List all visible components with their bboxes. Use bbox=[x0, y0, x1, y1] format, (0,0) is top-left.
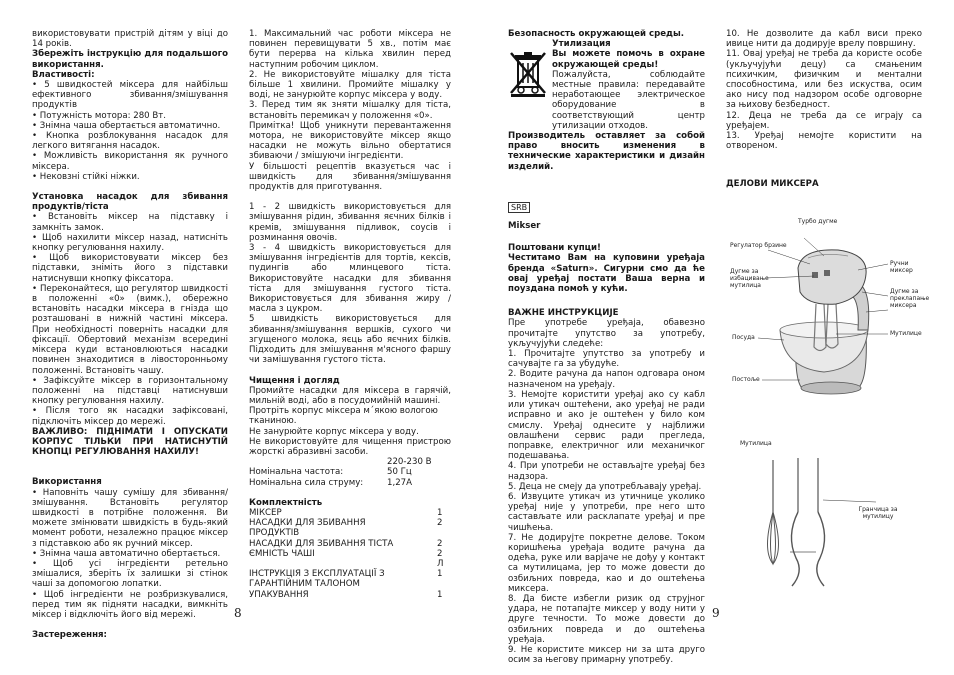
paragraph bbox=[32, 182, 228, 192]
column-1 bbox=[32, 29, 228, 640]
mixer-diagram bbox=[728, 212, 928, 432]
instruction-item: 1. Прочитајте упутство за употребу и сачувајте га за убудуће. bbox=[508, 349, 705, 370]
instruction-item: 7. Не додирујте покретне делове. Током коришћења уређаја водите рачуна да одећа, руке или варјаче не дођу у контакт са мутилицама, јер то може довести до озбиљних повреда, као и до оштећења миксера. bbox=[508, 532, 705, 594]
kit-row bbox=[249, 569, 451, 589]
paragraph: Примітка! Щоб уникнути перевантаження мотора, не використовуйте міксер якщо насадки не можуть вільно обертатися збиваючи / змішуючи інгредієнти. bbox=[249, 120, 451, 162]
language-tag: SRB bbox=[508, 202, 530, 213]
kit-row bbox=[249, 508, 451, 518]
kit-item: ІНСТРУКЦІЯ З ЕКСПЛУАТАЦІЇ З ГАРАНТІЙНИМ ТАЛОНОМ bbox=[249, 569, 385, 590]
paragraph: • Потужність мотора: 280 Вт. bbox=[32, 110, 167, 121]
spec-key: Номінальна сила струму: bbox=[249, 477, 364, 488]
kit-qty: 2 bbox=[437, 538, 443, 549]
paragraph: 1 - 2 швидкість використовується для змішування рідин, збивання яєчних білків і кремів, змішування підливок, соусів і розминання овочів. bbox=[249, 202, 451, 243]
eco-text: Пожалуйста, соблюдайте местные правила: передавайте неработающее электрическое оборудование в соответствующий центр утилизации отходов. bbox=[552, 69, 705, 131]
paragraph: • Нековзні стійкі ніжки. bbox=[32, 171, 140, 182]
paragraph: 3. Перед тим як зняти мішалку для тіста, встановіть перемикач у положення «0». bbox=[249, 100, 451, 121]
label-turbo: Турбо дугме bbox=[798, 218, 838, 225]
page-number-right: 9 bbox=[712, 606, 720, 620]
paragraph: • Зафіксуйте міксер в горизонтальному положенні на підставці натиснувши кнопку регулювання нахилу. bbox=[32, 375, 228, 407]
paragraph: • 5 швидкостей міксера для найбільш ефективного збивання/змішування продуктів bbox=[32, 80, 228, 111]
spec-value: 1,27А bbox=[387, 477, 413, 488]
kit-qty: 2 Л bbox=[437, 548, 444, 569]
spec-key: Номінальна частота: bbox=[249, 467, 344, 478]
instruction-item: 8. Да бисте избегли ризик од струјног удара, не потапајте миксер у воду нити у друге течности. То може довести до озбиљних повреда и до оштећења уређаја. bbox=[508, 593, 705, 645]
attachments-drawing bbox=[728, 440, 928, 600]
label-base: Постоље bbox=[732, 376, 760, 383]
paragraph: Чищення і догляд bbox=[249, 375, 340, 386]
paragraph: 3 - 4 швидкість використовується для змішування інгредієнтів для тортів, кексів, пудингів або млинцевого тіста. Використовуйте насадки для збивання тіста для змішування густого тіста. Використовується для збивання жиру / масла з цукром. bbox=[249, 243, 451, 315]
paragraph: • Знімна чаша автоматично обертається. bbox=[32, 548, 221, 559]
paragraph: Застереження: bbox=[32, 630, 107, 641]
instruction-item: 9. Не користите миксер ни за шта друго осим за његову примарну употребу. bbox=[508, 644, 705, 666]
spec-row bbox=[249, 478, 451, 488]
label-handle: Ручни миксер bbox=[890, 260, 913, 274]
label-speed: Регулатор брзине bbox=[730, 242, 787, 249]
attachments-diagram bbox=[728, 440, 928, 600]
column-2 bbox=[249, 29, 451, 600]
paragraph bbox=[249, 192, 451, 202]
spec-value: 50 Гц bbox=[387, 467, 412, 478]
kit-item: ЄМНІСТЬ ЧАШІ bbox=[249, 548, 315, 559]
label-bowl: Посуда bbox=[732, 334, 755, 341]
kit-row bbox=[249, 590, 451, 600]
column-3 bbox=[508, 29, 705, 665]
paragraph: використовувати пристрій дітям у віці до 14 років. bbox=[32, 29, 228, 50]
page-number-left: 8 bbox=[234, 606, 242, 620]
important-title: ВАЖНЕ ИНСТРУКЦИЈЕ bbox=[508, 308, 619, 319]
instruction-item: 6. Извуците утикач из утичнице уколико уређај није у употреби, пре него што састављате или расклапате уређај и пре чишћења. bbox=[508, 491, 705, 533]
paragraph: 1. Максимальний час роботи міксера не повинен перевищувати 5 хв., потім має бути перерва на кілька хвилин перед наступним робочим циклом. bbox=[249, 29, 451, 70]
paragraph: Збережіть інструкцію для подальшого використання. bbox=[32, 49, 228, 70]
label-tilt: Дугме за преклапање миксера bbox=[890, 288, 930, 309]
kit-item: УПАКУВАННЯ bbox=[249, 589, 309, 600]
paragraph: • Переконайтеся, що регулятор швидкості в положенні «0» (вимк.), обережно встановіть насадки міксера в гнізда що розташовані в нижній частині міксера. При необхідності поверніть насадки для фіксації. Обертовий механізм всередині міксера куди встановлюються насадки повинен знаходитися в лівосторонньому положенні. Встановіть чашу. bbox=[32, 283, 228, 376]
paragraph: Властивості: bbox=[32, 69, 95, 80]
paragraph: • Знімна чаша обертається автоматично. bbox=[32, 120, 221, 131]
instruction-item: 2. Водите рачуна да напон одговара оном назначеном на уређају. bbox=[508, 369, 705, 390]
paragraph: • Після того як насадки зафіксовані, підключіть міксер до мережі. bbox=[32, 406, 228, 427]
spec-row bbox=[249, 457, 451, 467]
specs-block bbox=[249, 457, 451, 488]
paragraph: Не використовуйте для чищення пристрою жорсткі абразивні засоби. bbox=[249, 436, 451, 457]
spec-value: 220-230 В bbox=[387, 457, 432, 468]
important-list bbox=[508, 318, 705, 665]
kit-list bbox=[249, 508, 451, 600]
instruction-item: 13. Уређај немојте користити на отвореном. bbox=[726, 131, 922, 152]
instruction-item: 10. Не дозволите да кабл виси преко ивице нити да додирује врелу површину. bbox=[726, 29, 922, 50]
paragraph: • Щоб інгредієнти не розбризкувалися, перед тим як підняти насадки, вимкніть міксер і відключіть його від мережі. bbox=[32, 589, 228, 620]
instruction-item: 3. Немојте користити уређај ако су кабл или утикач оштећени, ако уређај не ради исправно и ако је оштећен у било ком смислу. Уређај однесите у најближи овлашћени сервис ради прегледа, поправке, електричног или механичког подешавања. bbox=[508, 389, 705, 462]
paragraph: • Встановіть міксер на підставку і замкніть замок. bbox=[32, 212, 228, 233]
product-name: Mikser bbox=[508, 221, 541, 232]
paragraph: Установка насадок для збивання продуктів/тіста bbox=[32, 192, 228, 213]
paragraph: • Наповніть чашу сумішу для збивання/змішування. Встановіть регулятор швидкості в потрібне положення. Ви можете змінювати швидкість в будь-який момент роботи, незалежно працює міксер з підставкою або як ручний міксер. bbox=[32, 487, 228, 549]
instruction-item: Пре употребе уређаја, обавезно прочитајте упутство за употребу, укључујући следеће: bbox=[508, 318, 705, 349]
label-beaters: Мутилице bbox=[890, 330, 922, 337]
kit-item: НАСАДКИ ДЛЯ ЗБИВАННЯ ТІСТА bbox=[249, 538, 394, 549]
paragraph: У більшості рецептів вказується час і швидкість для збивання/змішування продуктів для приготування. bbox=[249, 161, 451, 193]
label-beater: Мутилица bbox=[740, 440, 772, 447]
maker-note: Производитель оставляет за собой право вносить изменения в технические характеристики и дизайн изделий. bbox=[508, 131, 705, 172]
paragraph: ВАЖЛИВО: ПІДНІМАТИ І ОПУСКАТИ КОРПУС ТІЛЬКИ ПРИ НАТИСНУТІЙ КНОПЦІ РЕГУЛЮВАННЯ НАХИЛУ! bbox=[32, 426, 228, 458]
kit-qty: 2 bbox=[437, 518, 443, 529]
paragraph: • Можливість використання як ручного міксера. bbox=[32, 151, 228, 172]
kit-qty: 1 bbox=[437, 569, 443, 580]
paragraph: 2. Не використовуйте мішалку для тіста більше 1 хвилини. Промийте мішалку у воді, не занурюйте корпус міксера у воду. bbox=[249, 69, 451, 101]
kit-item: МІКСЕР bbox=[249, 507, 282, 518]
paragraph: Використання bbox=[32, 477, 102, 488]
paragraph: • Щоб нахилити міксер назад, натисніть кнопку регулювання нахилу. bbox=[32, 232, 228, 254]
col2-text bbox=[249, 29, 451, 457]
instruction-item: 5. Деца не смеју да употребљавају уређај. bbox=[508, 481, 702, 492]
column-4 bbox=[726, 29, 922, 190]
paragraph: • Щоб використовувати міксер без підставки, зніміть його з підставки натиснувши кнопку фіксатора. bbox=[32, 253, 228, 284]
col4-text bbox=[726, 29, 922, 151]
paragraph: Промийте насадки для міксера в гарячій, мильній воді, або в посудомийній машині. bbox=[249, 385, 451, 406]
eco-title: Безопасность окружающей среды. Утилизация bbox=[508, 29, 685, 50]
kit-title: Комплектність bbox=[249, 497, 323, 508]
label-hook: Гранчица за мутилицу bbox=[858, 506, 898, 520]
paragraph: 5 швидкість використовується для збивання/змішування вершків, сухого чи згущеного молока, яєць або яєчних білків. Підходить для змішування м'ясного фаршу чи замішування густого тіста. bbox=[249, 314, 451, 366]
label-eject: Дугме за избацивање мутилица bbox=[730, 268, 769, 289]
instruction-item: 4. При употреби не остављајте уређај без надзора. bbox=[508, 461, 705, 482]
kit-row bbox=[249, 539, 451, 549]
kit-row bbox=[249, 549, 451, 569]
paragraph: Не занурюйте корпус міксера у воду. bbox=[249, 426, 419, 437]
paragraph: • Щоб усі інгредієнти ретельно змішалися, зберіть їх залишки зі стінок чаші за допомогою лопатки. bbox=[32, 558, 228, 590]
spec-row bbox=[249, 467, 451, 477]
kit-row bbox=[249, 518, 451, 538]
greeting-title: Поштовани купци! bbox=[508, 243, 601, 254]
paragraph: • Кнопка розблокування насадок для легкого витягання насадок. bbox=[32, 131, 228, 152]
paragraph bbox=[249, 366, 451, 376]
kit-qty: 1 bbox=[437, 589, 443, 600]
eco-bold: Вы можете помочь в охране окружающей среды! bbox=[552, 49, 705, 70]
recycle-bin-icon bbox=[508, 49, 552, 101]
parts-title: ДЕЛОВИ МИКСЕРА bbox=[726, 179, 819, 190]
instruction-item: 11. Овај уређај не треба да користе особе (укључујући децу) са смањеним психичким, физичким и ментални способностима, или без искуства, осим ако нису под надзором особе одговорне за њихову безбедност. bbox=[726, 49, 922, 111]
instruction-item: 12. Деца не треба да се играју са уређајем. bbox=[726, 110, 922, 131]
paragraph: Протріть корпус міксера м´якою вологою тканиною. bbox=[249, 406, 438, 427]
greeting-text: Честитамо Вам на куповини уређаја бренда «Saturn». Сигурни смо да ће овај уређај постати Ваша верна и поуздана помоћ у кући. bbox=[508, 253, 705, 295]
kit-qty: 1 bbox=[437, 507, 443, 518]
kit-item: НАСАДКИ ДЛЯ ЗБИВАННЯ ПРОДУКТІВ bbox=[249, 518, 366, 539]
paragraph bbox=[32, 620, 228, 630]
paragraph bbox=[32, 457, 228, 477]
